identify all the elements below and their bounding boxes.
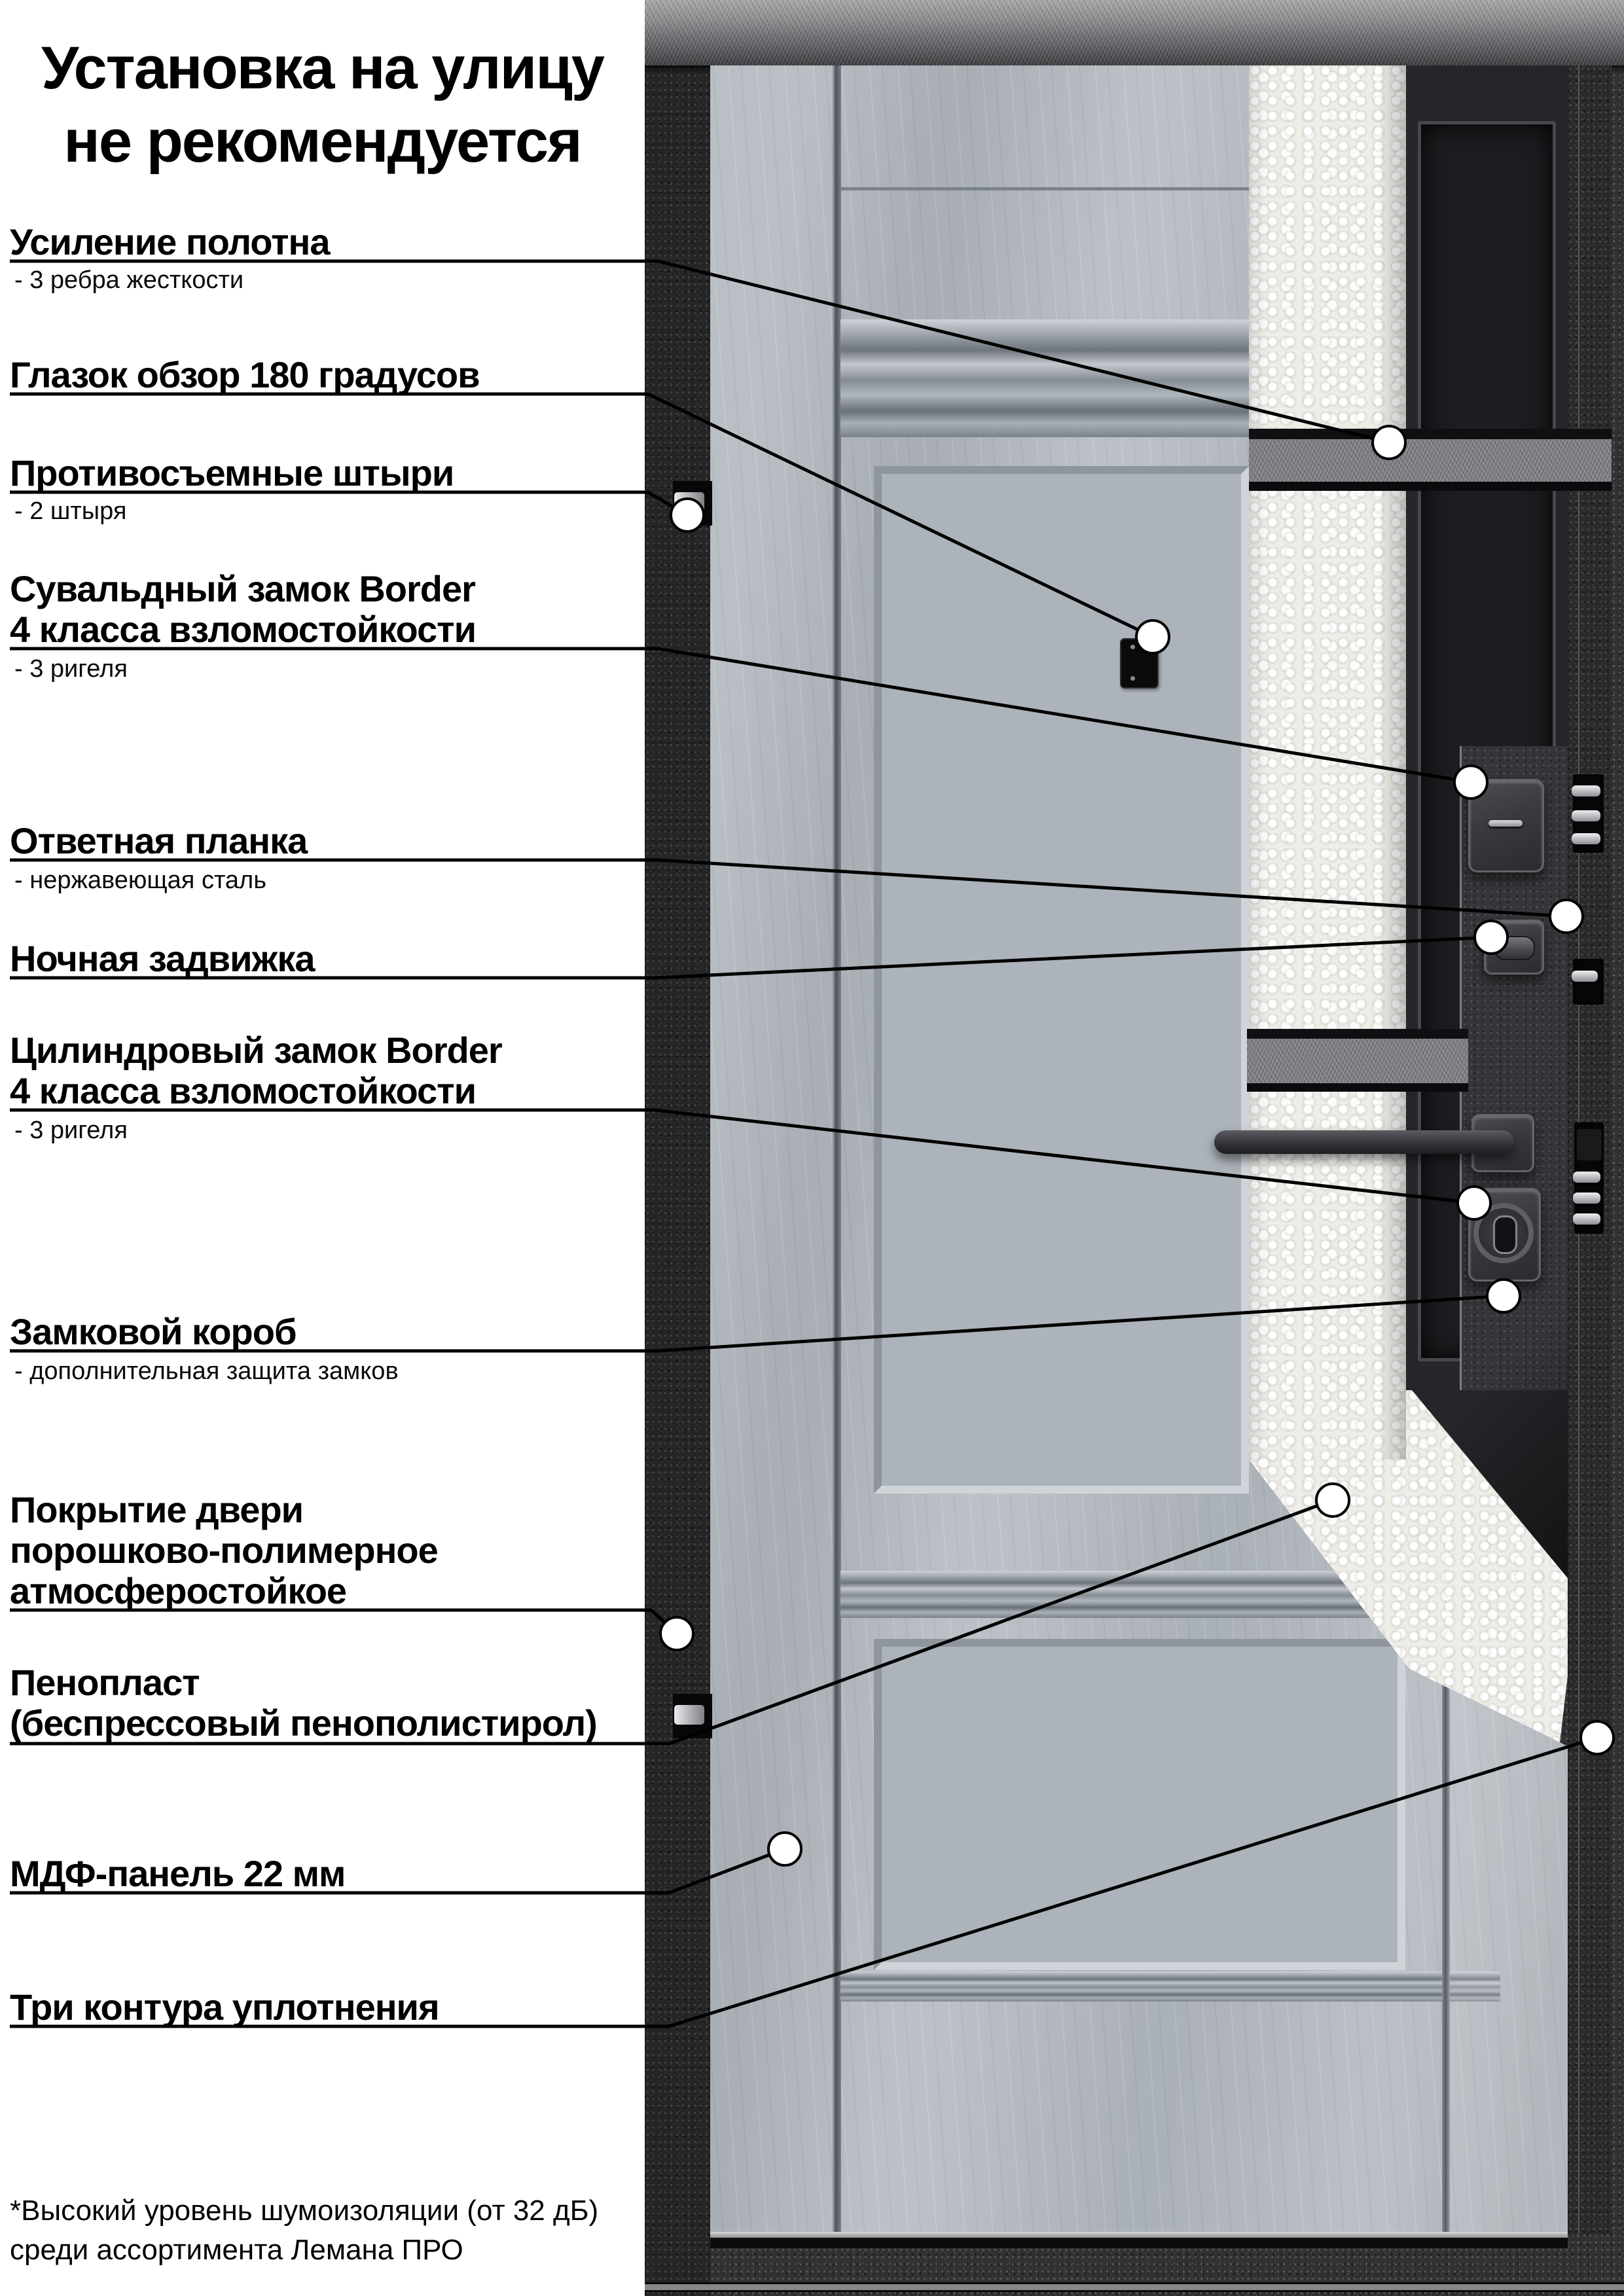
callout-marker-usilenie — [1373, 426, 1405, 459]
label-usilenie-polotna: Усиление полотна — [10, 221, 330, 262]
sublabel-3-rigelya-suvald: - 3 ригеля — [14, 655, 128, 683]
callout-marker-otvetnaya — [1550, 900, 1583, 933]
label-penoplast: Пенопласт (беспрессовый пенополистирол) — [10, 1662, 597, 1744]
callout-korob — [10, 1296, 1504, 1351]
label-suvaldny-zamok: Сувальдный замок Border 4 класса взломостойкости — [10, 568, 477, 650]
callout-marker-shtyri — [671, 499, 704, 531]
sublabel-zashchita-zamkov: - дополнительная защита замков — [14, 1357, 399, 1385]
callout-mdf — [10, 1849, 785, 1893]
callout-glazok — [10, 394, 1153, 637]
callout-marker-penoplast — [1316, 1484, 1349, 1516]
sublabel-nerzhaveyushchaya-stal: - нержавеющая сталь — [14, 867, 267, 894]
callout-marker-kontur — [1581, 1721, 1614, 1754]
label-cilindrovy-zamok: Цилиндровый замок Border 4 класса взломостойкости — [10, 1030, 502, 1111]
callout-marker-glazok — [1136, 620, 1169, 653]
sublabel-rebra-zhestkosti: - 3 ребра жесткости — [14, 266, 244, 294]
footnote-line1: *Высокий уровень шумоизоляции (от 32 дБ) — [10, 2195, 599, 2227]
label-zamkovoy-korob: Замковой короб — [10, 1311, 297, 1352]
label-nochnaya-zadvizhka: Ночная задвижка — [10, 938, 315, 979]
page-title-line1: Установка на улицу — [41, 35, 604, 101]
callout-marker-nochnaya — [1475, 921, 1507, 954]
callout-nochnaya — [10, 937, 1491, 978]
callout-marker-suvald — [1454, 766, 1487, 798]
callout-usilenie — [10, 261, 1389, 442]
label-protivosemnye-shtyri: Противосъемные штыри — [10, 452, 454, 493]
callout-marker-mdf — [768, 1833, 801, 1865]
callout-shtyri — [10, 492, 687, 515]
page-title-line2: не рекомендуется — [63, 108, 581, 175]
sublabel-2-shtyrya: - 2 штыря — [14, 497, 127, 525]
callout-marker-korob — [1487, 1280, 1520, 1312]
callout-pokrytie — [10, 1610, 677, 1634]
callout-marker-pokrytie — [660, 1617, 693, 1650]
callout-marker-cilindr — [1458, 1187, 1490, 1219]
callout-kontur — [10, 1738, 1597, 2026]
label-mdf-panel: МДФ-панель 22 мм — [10, 1853, 346, 1894]
callout-otvetnaya — [10, 860, 1566, 916]
label-glazok: Глазок обзор 180 градусов — [10, 354, 480, 395]
label-pokrytie-dveri: Покрытие двери порошково-полимерное атмосферостойкое — [10, 1489, 438, 1611]
callout-cilindr — [10, 1110, 1474, 1203]
label-otvetnaya-planka: Ответная планка — [10, 820, 308, 861]
sublabel-3-rigelya-cilindr: - 3 ригеля — [14, 1117, 128, 1144]
callout-suvald — [10, 649, 1471, 782]
footnote-line2: среди ассортимента Лемана ПРО — [10, 2234, 463, 2266]
label-tri-kontura: Три контура уплотнения — [10, 1986, 439, 2028]
